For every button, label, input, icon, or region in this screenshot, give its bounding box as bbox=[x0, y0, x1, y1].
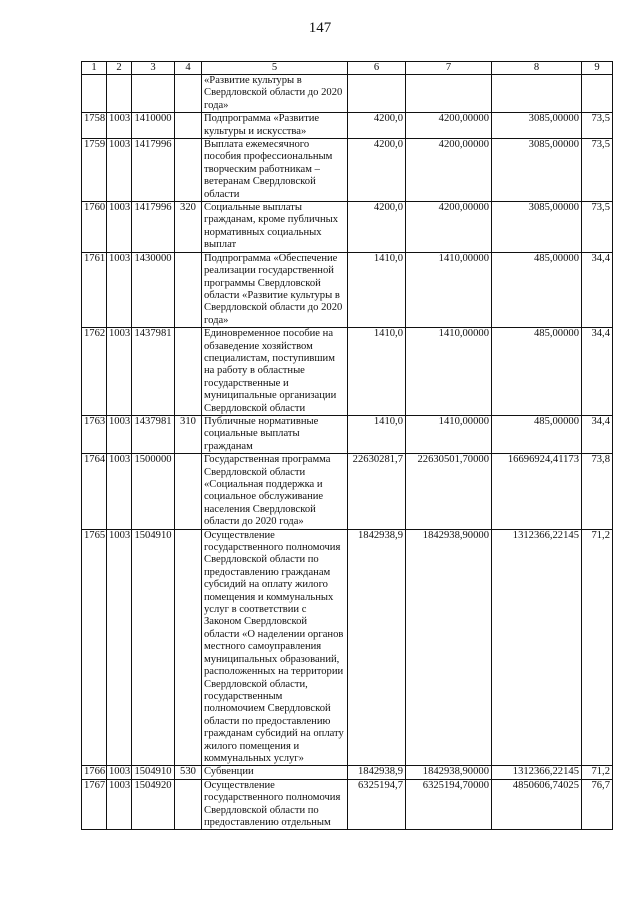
header-cell-1: 1 bbox=[82, 62, 107, 75]
target-code-cell: 1504920 bbox=[132, 779, 175, 830]
expense-type-cell bbox=[175, 75, 202, 113]
planned-amount-cell: 1410,00000 bbox=[406, 328, 492, 416]
row-number-cell: 1761 bbox=[82, 252, 107, 327]
section-code-cell: 1003 bbox=[107, 454, 132, 529]
approved-amount-cell: 4200,0 bbox=[348, 139, 406, 202]
description-cell: Подпрограмма «Развитие культуры и искусства» bbox=[202, 113, 348, 139]
percent-cell: 71,2 bbox=[582, 529, 613, 766]
section-code-cell: 1003 bbox=[107, 766, 132, 779]
executed-amount-cell bbox=[492, 75, 582, 113]
row-number-cell: 1762 bbox=[82, 328, 107, 416]
percent-cell: 73,5 bbox=[582, 202, 613, 253]
target-code-cell: 1500000 bbox=[132, 454, 175, 529]
expense-type-cell bbox=[175, 328, 202, 416]
row-number-cell: 1759 bbox=[82, 139, 107, 202]
percent-cell: 34,4 bbox=[582, 328, 613, 416]
header-cell-2: 2 bbox=[107, 62, 132, 75]
section-code-cell: 1003 bbox=[107, 113, 132, 139]
header-cell-7: 7 bbox=[406, 62, 492, 75]
table-row bbox=[82, 415, 613, 453]
planned-amount-cell: 6325194,70000 bbox=[406, 779, 492, 830]
executed-amount-cell: 16696924,41173 bbox=[492, 454, 582, 529]
row-number-cell: 1764 bbox=[82, 454, 107, 529]
planned-amount-cell: 1410,00000 bbox=[406, 415, 492, 453]
description-cell: Единовременное пособие на обзаведение хозяйством специалистам, поступившим на работу в областные государственные и муниципальные организации Свердловской области bbox=[202, 328, 348, 416]
description-cell: Осуществление государственного полномочия Свердловской области по предоставлению отдельным bbox=[202, 779, 348, 830]
row-number-cell: 1766 bbox=[82, 766, 107, 779]
row-number-cell bbox=[82, 75, 107, 113]
planned-amount-cell bbox=[406, 75, 492, 113]
target-code-cell: 1504910 bbox=[132, 529, 175, 766]
expense-type-cell bbox=[175, 252, 202, 327]
planned-amount-cell: 1410,00000 bbox=[406, 252, 492, 327]
executed-amount-cell: 3085,00000 bbox=[492, 202, 582, 253]
description-cell: «Развитие культуры в Свердловской области до 2020 года» bbox=[202, 75, 348, 113]
table-row bbox=[82, 766, 613, 779]
section-code-cell: 1003 bbox=[107, 415, 132, 453]
row-number-cell: 1760 bbox=[82, 202, 107, 253]
target-code-cell: 1417996 bbox=[132, 139, 175, 202]
description-cell: Публичные нормативные социальные выплаты гражданам bbox=[202, 415, 348, 453]
planned-amount-cell: 1842938,90000 bbox=[406, 766, 492, 779]
approved-amount-cell: 1410,0 bbox=[348, 415, 406, 453]
expense-type-cell: 320 bbox=[175, 202, 202, 253]
approved-amount-cell bbox=[348, 75, 406, 113]
planned-amount-cell: 4200,00000 bbox=[406, 113, 492, 139]
target-code-cell: 1430000 bbox=[132, 252, 175, 327]
section-code-cell bbox=[107, 75, 132, 113]
expense-type-cell bbox=[175, 454, 202, 529]
executed-amount-cell: 485,00000 bbox=[492, 415, 582, 453]
section-code-cell: 1003 bbox=[107, 779, 132, 830]
table-row bbox=[82, 779, 613, 830]
page-number: 147 bbox=[308, 20, 332, 36]
row-number-cell: 1763 bbox=[82, 415, 107, 453]
row-number-cell: 1758 bbox=[82, 113, 107, 139]
executed-amount-cell: 3085,00000 bbox=[492, 139, 582, 202]
expense-type-cell bbox=[175, 529, 202, 766]
percent-cell bbox=[582, 75, 613, 113]
description-cell: Социальные выплаты гражданам, кроме публичных нормативных социальных выплат bbox=[202, 202, 348, 253]
expense-type-cell: 310 bbox=[175, 415, 202, 453]
executed-amount-cell: 1312366,22145 bbox=[492, 529, 582, 766]
executed-amount-cell: 4850606,74025 bbox=[492, 779, 582, 830]
section-code-cell: 1003 bbox=[107, 202, 132, 253]
planned-amount-cell: 22630501,70000 bbox=[406, 454, 492, 529]
percent-cell: 34,4 bbox=[582, 252, 613, 327]
expense-type-cell: 530 bbox=[175, 766, 202, 779]
target-code-cell: 1417996 bbox=[132, 202, 175, 253]
expense-type-cell bbox=[175, 113, 202, 139]
table-row bbox=[82, 529, 613, 766]
section-code-cell: 1003 bbox=[107, 139, 132, 202]
target-code-cell bbox=[132, 75, 175, 113]
header-cell-6: 6 bbox=[348, 62, 406, 75]
approved-amount-cell: 1842938,9 bbox=[348, 766, 406, 779]
percent-cell: 34,4 bbox=[582, 415, 613, 453]
header-cell-4: 4 bbox=[175, 62, 202, 75]
target-code-cell: 1437981 bbox=[132, 415, 175, 453]
planned-amount-cell: 1842938,90000 bbox=[406, 529, 492, 766]
section-code-cell: 1003 bbox=[107, 252, 132, 327]
target-code-cell: 1504910 bbox=[132, 766, 175, 779]
percent-cell: 73,8 bbox=[582, 454, 613, 529]
description-cell: Выплата ежемесячного пособия профессиональным творческим работникам – ветеранам Свердловской области bbox=[202, 139, 348, 202]
expense-type-cell bbox=[175, 139, 202, 202]
table-row bbox=[82, 75, 613, 113]
approved-amount-cell: 4200,0 bbox=[348, 202, 406, 253]
target-code-cell: 1410000 bbox=[132, 113, 175, 139]
target-code-cell: 1437981 bbox=[132, 328, 175, 416]
approved-amount-cell: 1842938,9 bbox=[348, 529, 406, 766]
approved-amount-cell: 6325194,7 bbox=[348, 779, 406, 830]
table-row bbox=[82, 454, 613, 529]
header-cell-5: 5 bbox=[202, 62, 348, 75]
executed-amount-cell: 1312366,22145 bbox=[492, 766, 582, 779]
description-cell: Осуществление государственного полномочия Свердловской области по предоставлению гражданам субсидий на оплату жилого помещения и коммунальных услуг в соответствии с Законом Свердловской области «О наделении органов местного самоуправления муниципальных образований, расположенных на территории Свердловской области, государственным полномочием Свердловской области по предоставлению гражданам субсидий на оплату жилого помещения и коммунальных услуг» bbox=[202, 529, 348, 766]
budget-table bbox=[81, 61, 613, 830]
header-cell-8: 8 bbox=[492, 62, 582, 75]
planned-amount-cell: 4200,00000 bbox=[406, 139, 492, 202]
percent-cell: 73,5 bbox=[582, 139, 613, 202]
section-code-cell: 1003 bbox=[107, 529, 132, 766]
table-header-row bbox=[82, 62, 613, 75]
executed-amount-cell: 3085,00000 bbox=[492, 113, 582, 139]
table-row bbox=[82, 139, 613, 202]
percent-cell: 71,2 bbox=[582, 766, 613, 779]
expense-type-cell bbox=[175, 779, 202, 830]
executed-amount-cell: 485,00000 bbox=[492, 328, 582, 416]
table-row bbox=[82, 252, 613, 327]
table-row bbox=[82, 328, 613, 416]
row-number-cell: 1767 bbox=[82, 779, 107, 830]
row-number-cell: 1765 bbox=[82, 529, 107, 766]
section-code-cell: 1003 bbox=[107, 328, 132, 416]
description-cell: Подпрограмма «Обеспечение реализации государственной программы Свердловской области «Развитие культуры в Свердловской области до 2020 года» bbox=[202, 252, 348, 327]
header-cell-3: 3 bbox=[132, 62, 175, 75]
description-cell: Субвенции bbox=[202, 766, 348, 779]
table-row bbox=[82, 202, 613, 253]
approved-amount-cell: 1410,0 bbox=[348, 328, 406, 416]
approved-amount-cell: 1410,0 bbox=[348, 252, 406, 327]
percent-cell: 76,7 bbox=[582, 779, 613, 830]
header-cell-9: 9 bbox=[582, 62, 613, 75]
approved-amount-cell: 22630281,7 bbox=[348, 454, 406, 529]
planned-amount-cell: 4200,00000 bbox=[406, 202, 492, 253]
percent-cell: 73,5 bbox=[582, 113, 613, 139]
table-row bbox=[82, 113, 613, 139]
approved-amount-cell: 4200,0 bbox=[348, 113, 406, 139]
executed-amount-cell: 485,00000 bbox=[492, 252, 582, 327]
description-cell: Государственная программа Свердловской области «Социальная поддержка и социальное обслуживание населения Свердловской области до 2020 года» bbox=[202, 454, 348, 529]
